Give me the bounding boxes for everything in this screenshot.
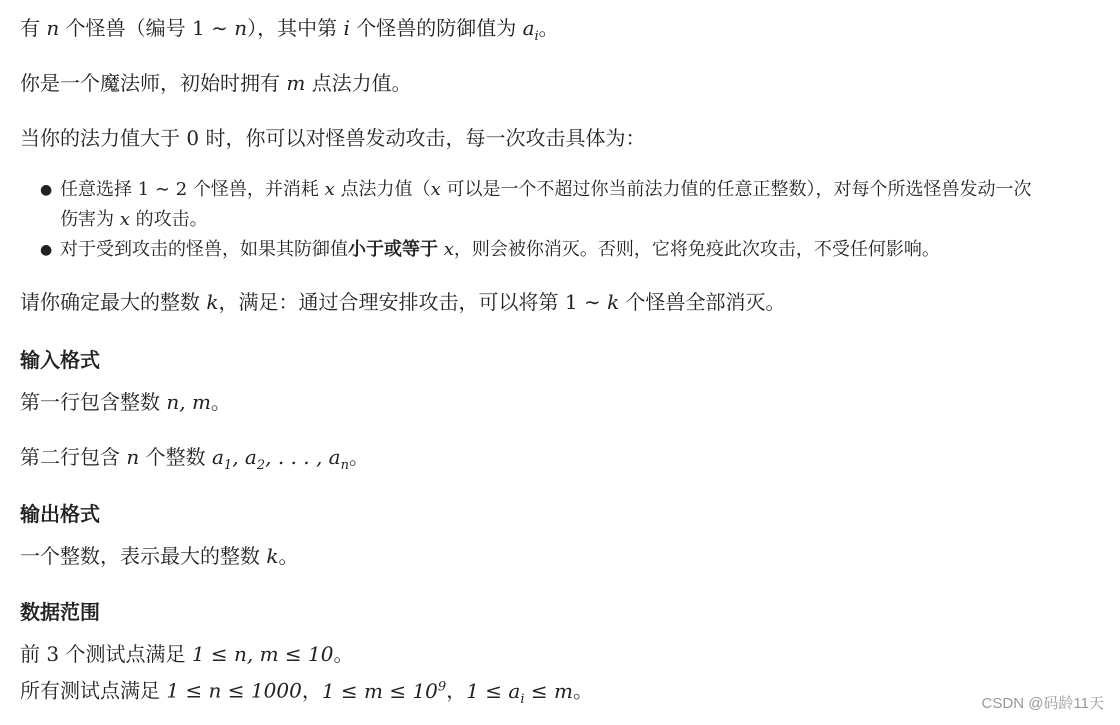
list-item: ● 任意选择 1 ∼ 2 个怪兽，并消耗 x 点法力值（x 可以是一个不超过你当前法力值的任意正整数），对每个所选怪兽发动一次 伤害为 x 的攻击。 [60,175,1110,235]
text: 当你的法力值大于 [20,126,180,150]
input-line-1: 第一行包含整数 n, m。 [20,390,231,414]
text: 有 [20,16,40,40]
intro-paragraph-4: 请你确定最大的整数 k，满足：通过合理安排攻击，可以将第 1 ∼ k 个怪兽全部消灭。 [20,290,786,314]
text: 。 [538,16,559,40]
math-0: 0 [186,126,200,150]
intro-paragraph-3 [20,124,645,152]
bullet-icon: ● [40,242,53,258]
intro-paragraph-2 [20,69,412,97]
math-a-i: $a_i$ [522,16,539,44]
section-heading-data-range: 数据范围 [20,600,100,624]
problem-statement [20,0,1105,725]
math-i: i [343,16,350,40]
intro-paragraph-1 [20,14,559,51]
output-line-1: 一个整数，表示最大的整数 k。 [20,544,299,568]
data-range-line-2: 所有测试点满足 1 ≤ n ≤ 1000，$1 \le m \le 10^9$，$1 \le a_i \le m$。 [20,678,593,707]
attack-rules-list [20,175,1110,265]
csdn-watermark: CSDN @码龄11天 [981,695,1104,712]
math-1: 1 [191,16,205,40]
text: 个怪兽（编号 [65,16,186,40]
section-heading-output: 输出格式 [20,502,100,526]
emphasis-text: 小于或等于 [348,239,438,260]
list-item: ● 对于受到攻击的怪兽，如果其防御值小于或等于 x，则会被你消灭。否则，它将免疫此次攻击，不受任何影响。 [60,235,1110,265]
math-n: n [46,16,60,40]
text: 时，你可以对怪兽发动攻击，每一次攻击具体为： [205,126,646,150]
math-m: m [286,71,306,95]
text: 你是一个魔法师，初始时拥有 [20,71,280,95]
section-heading-input: 输入格式 [20,348,100,372]
text: 点法力值。 [311,71,412,95]
text: 个怪兽的防御值为 [356,16,517,40]
math-tilde: ∼ [211,16,228,40]
bullet-icon: ● [40,182,53,198]
data-range-line-1: 前 3 个测试点满足 1 ≤ n, m ≤ 10。 [20,642,354,666]
input-line-2: 第二行包含 n 个整数 $a_1$, $a_2$, . . . , $a_n$。 [20,445,369,473]
text: ），其中第 [247,16,338,40]
math-n: n [234,16,248,40]
